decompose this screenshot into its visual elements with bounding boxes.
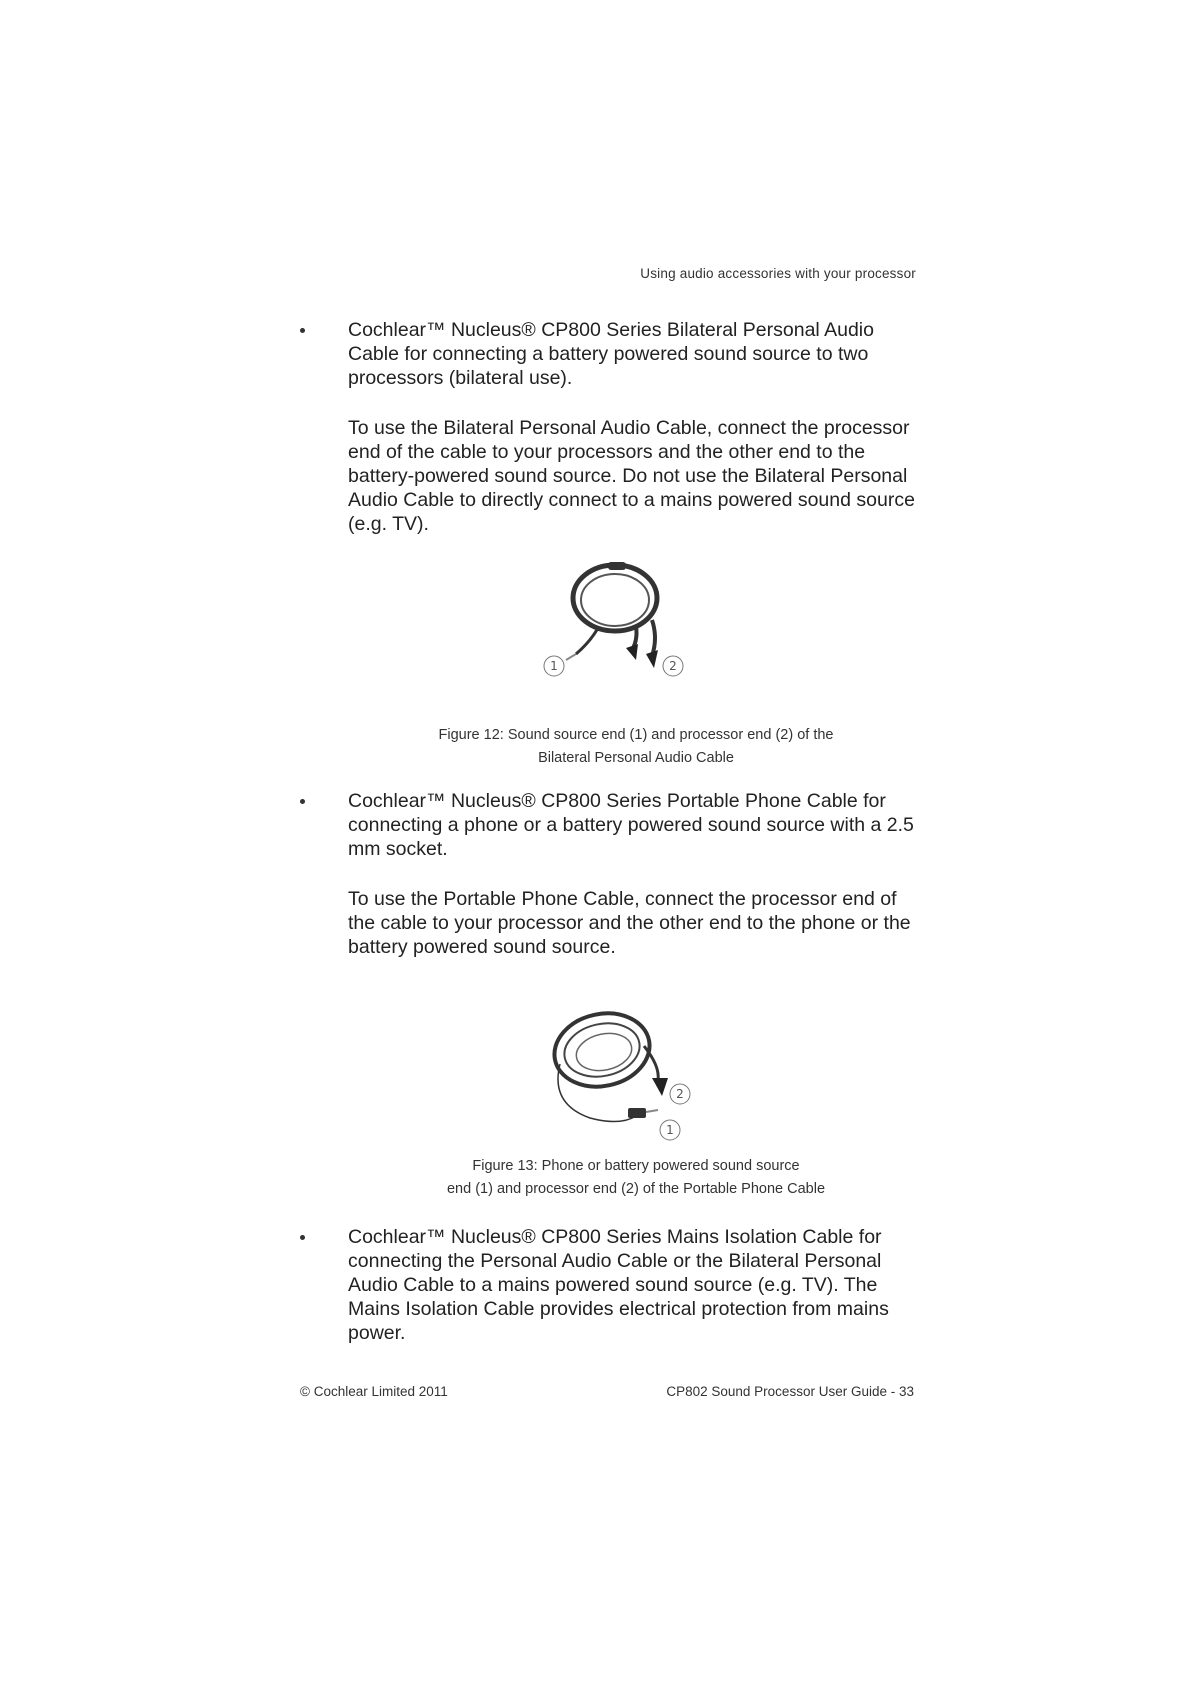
callout-2: 2	[676, 1087, 684, 1101]
list-item	[300, 318, 920, 390]
instruction-paragraph: To use the Portable Phone Cable, connect the processor end of the cable to your processor and the other end to the phone or the battery powered sound source.	[348, 888, 911, 958]
caption-line: Figure 13: Phone or battery powered sound source	[472, 1158, 800, 1174]
list-item	[300, 789, 920, 861]
phone-cable-figure	[540, 1004, 700, 1146]
bilateral-cable-illustration	[540, 560, 690, 685]
caption-line: end (1) and processor end (2) of the Portable Phone Cable	[446, 1181, 826, 1197]
figure-caption	[348, 1155, 924, 1201]
callout-2: 2	[669, 659, 677, 673]
bullet-icon	[300, 328, 305, 333]
copyright-footer: © Cochlear Limited 2011	[300, 1384, 448, 1399]
caption-line: Bilateral Personal Audio Cable	[538, 750, 734, 766]
callout-1: 1	[666, 1123, 674, 1137]
figure-caption	[348, 724, 924, 770]
bilateral-cable-figure	[540, 560, 690, 685]
bullet-text: Cochlear™ Nucleus® CP800 Series Portable Phone Cable for connecting a phone or a battery powered sound source with a 2.5 mm socket.	[348, 790, 914, 860]
callout-1: 1	[550, 659, 558, 673]
running-header: Using audio accessories with your processor	[640, 266, 916, 281]
page-number-footer: CP802 Sound Processor User Guide - 33	[666, 1384, 914, 1399]
bullet-icon	[300, 1235, 305, 1240]
caption-line: Figure 12: Sound source end (1) and processor end (2) of the	[438, 727, 834, 743]
instruction-paragraph: To use the Bilateral Personal Audio Cable, connect the processor end of the cable to your processors and the other end to the battery-powered sound source. Do not use the Bilateral Personal Audio Cable to directly connect to a mains powered sound source (e.g. TV).	[348, 417, 915, 535]
bullet-text: Cochlear™ Nucleus® CP800 Series Bilateral Personal Audio Cable for connecting a battery powered sound source to two processors (bilateral use).	[348, 319, 874, 389]
bullet-icon	[300, 799, 305, 804]
phone-cable-illustration	[540, 1004, 700, 1146]
list-item	[300, 1225, 920, 1345]
bullet-text: Cochlear™ Nucleus® CP800 Series Mains Isolation Cable for connecting the Personal Audio Cable or the Bilateral Personal Audio Cable to a mains powered sound source (e.g. TV). The Mains Isolation Cable provides electrical protection from mains power.	[348, 1226, 889, 1344]
